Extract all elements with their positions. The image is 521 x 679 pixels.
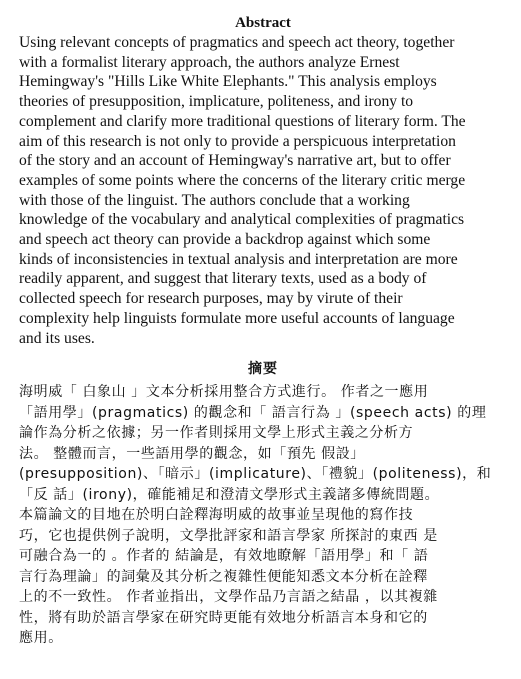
chinese-abstract-line: 「反 話」(irony)，確能補足和澄清文學形式主義諸多傳統問題。 — [19, 486, 440, 503]
english-abstract-line: and speech act theory can provide a backdrop against which some — [19, 231, 431, 249]
chinese-abstract-line: 性，將有助於語言學家在研究時更能有效地分析語言本身和它的 — [19, 609, 428, 626]
chinese-abstract-line: (presupposition)、「暗示」(implicature)、「禮貌」(politeness)，和 — [19, 466, 492, 483]
chinese-abstract-line: 應用。 — [19, 630, 63, 647]
english-abstract-line: readily apparent, and suggest that literary texts, used as a body of — [19, 270, 427, 288]
english-abstract-line: with a formalist literary approach, the authors analyze Ernest — [19, 53, 400, 71]
chinese-abstract-line: 上的不一致性。 作者並指出，文學作品乃言語之結晶 ，以其複雜 — [19, 589, 438, 606]
chinese-abstract-line: 論作為分析之依據；另一作者則採用文學上形式主義之分析方 — [19, 425, 414, 442]
chinese-abstract-line: 法。 整體而言，一些語用學的觀念，如「預先 假設」 — [19, 445, 365, 462]
english-abstract-line: knowledge of the vocabulary and analytical complexities of pragmatics — [19, 211, 465, 229]
english-abstract-line: of the story and an account of Hemingway's narrative art, but to offer — [19, 152, 451, 170]
chinese-abstract-line: 本篇論文的目地在於明白詮釋海明威的故事並呈現他的寫作技 — [19, 507, 414, 524]
english-abstract-line: collected speech for research purposes, may by virute of their — [19, 290, 403, 308]
english-abstract-line: complement and clarify more traditional questions of literary form. The — [19, 112, 466, 130]
chinese-abstract-line: 海明威「 白象山 」文本分析採用整合方式進行。 作者之一應用 — [19, 384, 429, 401]
chinese-abstract-line: 可融合為一的 。作者的 結論是，有效地瞭解「語用學」和「 語 — [19, 548, 429, 565]
english-abstract-line: kinds of inconsistencies in textual analysis and interpretation are more — [19, 250, 458, 268]
chinese-abstract-line: 言行為理論」的詞彙及其分析之複雜性便能知悉文本分析在詮釋 — [19, 568, 428, 585]
chinese-abstract-line: 巧，它也提供例子說明，文學批評家和語言學家 所探討的東西 是 — [19, 527, 438, 544]
english-abstract-body — [19, 33, 507, 348]
chinese-abstract-body — [19, 382, 507, 649]
english-abstract-line: and its uses. — [19, 329, 95, 347]
english-abstract-line: Using relevant concepts of pragmatics and speech act theory, together — [19, 34, 455, 51]
english-abstract-line: complexity help linguists formulate more useful accounts of language — [19, 309, 455, 327]
abstract-title: Abstract — [235, 15, 291, 31]
english-abstract-line: with those of the linguist. The authors conclude that a working — [19, 191, 410, 209]
english-abstract-line: Hemingway's "Hills Like White Elephants." This analysis employs — [19, 73, 437, 91]
english-abstract-line: theories of presupposition, implicature, politeness, and irony to — [19, 93, 414, 111]
english-abstract-line: examples of some points where the concerns of the literary critic merge — [19, 171, 466, 189]
english-abstract-line: aim of this research is not only to provide a perspicuous interpretation — [19, 132, 456, 150]
chinese-abstract-title: 摘要 — [248, 362, 278, 378]
chinese-abstract-line: 「語用學」(pragmatics) 的觀念和「 語言行為 」(speech acts) 的理 — [19, 404, 487, 421]
